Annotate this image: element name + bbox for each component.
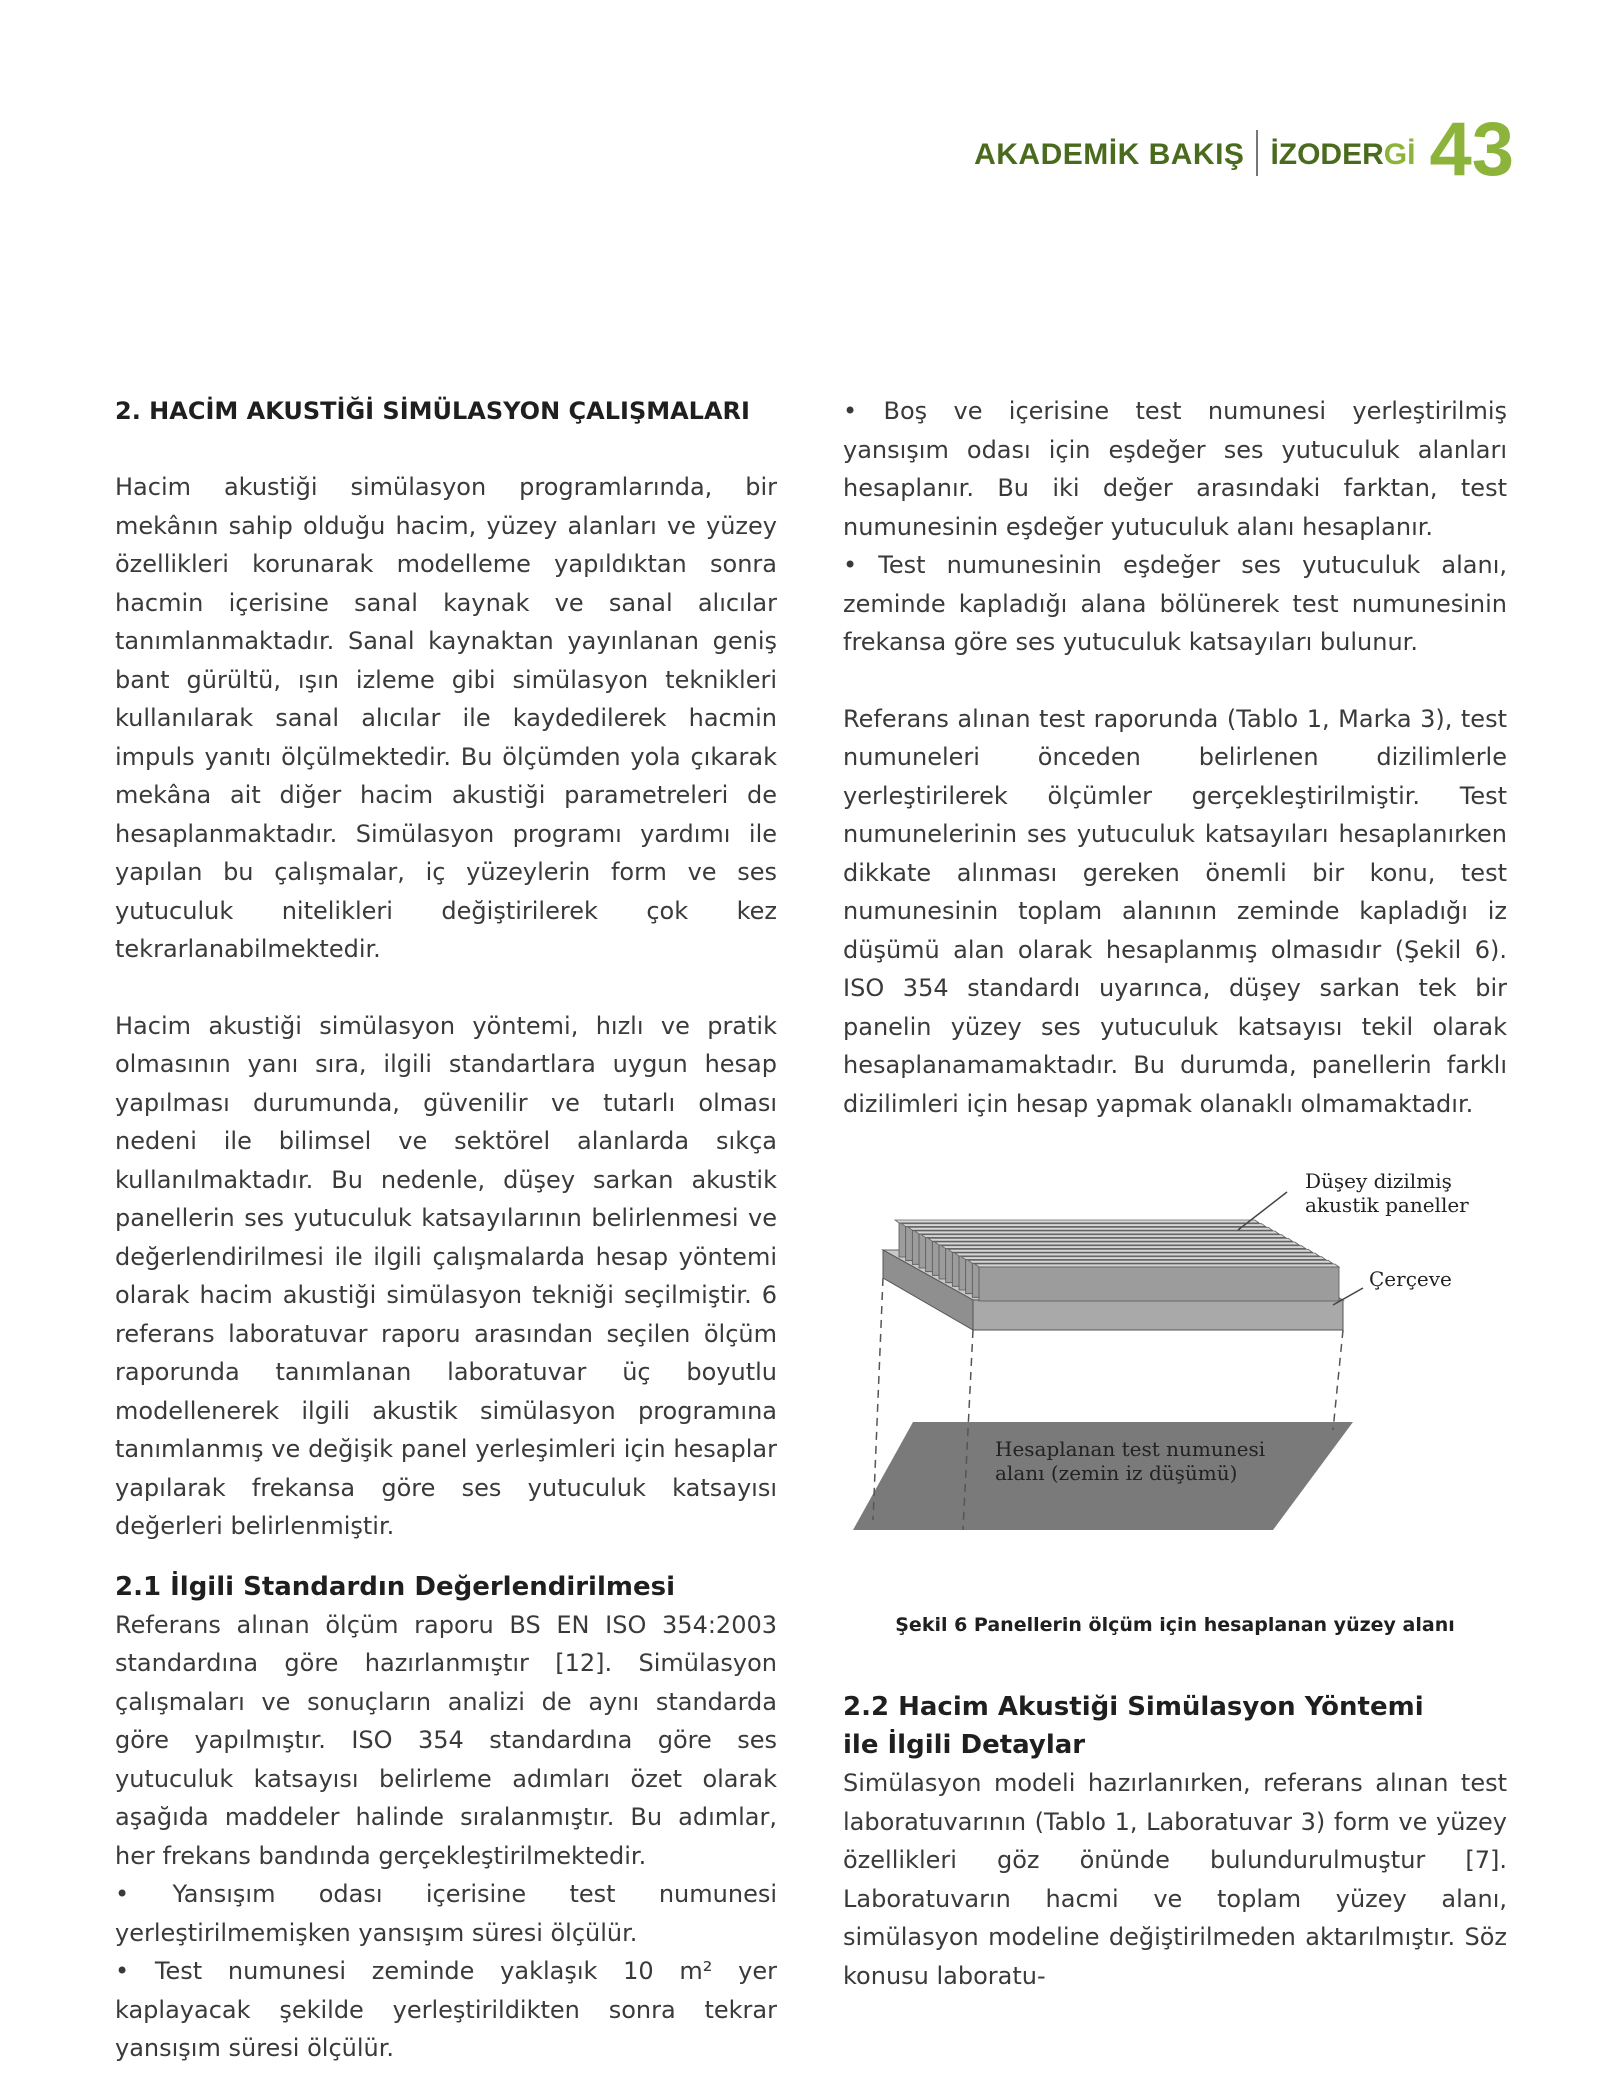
panel-top — [962, 1257, 1326, 1260]
subsection-heading: 2.1 İlgili Standardın Değerlendirilmesi — [115, 1571, 675, 1602]
panel-diagram — [843, 1150, 1507, 1550]
label-area-2: alanı (zemin iz düşümü) — [995, 1461, 1238, 1485]
label-panels-2: akustik paneller — [1305, 1193, 1469, 1217]
bullet-item: • Yansışım odası içerisine test numunesi yerleştirilmemişken yansışım süresi ölçülür. — [115, 1880, 777, 1947]
figure-6 — [843, 1150, 1507, 1550]
panel-top — [942, 1246, 1306, 1249]
label-frame: Çerçeve — [1369, 1267, 1452, 1291]
right-column-lower — [843, 1688, 1507, 1995]
panel-top — [902, 1224, 1266, 1227]
panel-top — [948, 1249, 1312, 1252]
section-heading: 2. HACİM AKUSTİĞİ SİMÜLASYON ÇALIŞMALARI — [115, 397, 750, 425]
magazine-name-accent: Gİ — [1383, 138, 1416, 171]
paragraph: Referans alınan ölçüm raporu BS EN ISO 354:2003 standardına göre hazırlanmıştır [12]. Simülasyon çalışmaları ve sonuçların analizi de aynı standarda göre yapılmıştır. ISO 354 standardına göre ses yutuculuk katsayısı belirleme adımları özet olarak aşağıda maddeler halinde sıralanmıştır. Bu adımlar, her frekans bandında gerçekleştirilmektedir. — [115, 1610, 777, 1870]
label-panels-1: Düşey dizilmiş — [1305, 1169, 1452, 1193]
panel-top — [968, 1260, 1332, 1263]
figure-caption: Şekil 6 Panellerin ölçüm için hesaplanan yüzey alanı — [895, 1614, 1455, 1636]
label-area-1: Hesaplanan test numunesi — [995, 1437, 1266, 1461]
panel-top — [928, 1238, 1292, 1241]
page-number: 43 — [1429, 107, 1514, 192]
paragraph: Simülasyon modeli hazırlanırken, referans alınan test laboratuvarının (Tablo 1, Laboratuvar 3) form ve yüzey özellikleri göz önünde bulundurulmuştur [7]. Laboratuvarın hacmi ve toplam yüzey alanı, simülasyon modeline değiştirilmeden aktarılmıştır. Söz konusu laboratu- — [843, 1769, 1507, 1990]
panel-top — [955, 1253, 1319, 1256]
paragraph: Referans alınan test raporunda (Tablo 1, Marka 3), test numuneleri önceden belirlenen dizilimlerle yerleştirilerek ölçümler gerçekleştirilmiştir. Test numunelerinin ses yutuculuk katsayıları hesaplanırken dikkate alınması gereken önemli bir konu, test numunesinin toplam alanının zeminde kapladığı iz düşümü alan olarak hesaplanmış olmasıdır (Şekil 6). ISO 354 standardı uyarınca, düşey sarkan tek bir panelin yüzey ses yutuculuk katsayısı tekil olarak hesaplanamamaktadır. Bu durumda, panellerin farklı dizilimleri için hesap yapmak olanaklı olmamaktadır. — [843, 704, 1507, 1118]
panel-top — [915, 1231, 1279, 1234]
bullet-item: • Boş ve içerisine test numunesi yerleştirilmiş yansışım odası için eşdeğer ses yutuculuk alanları hesaplanır. Bu iki değer arasındaki farktan, test numunesinin eşdeğer yutuculuk alanı hesaplanır. — [843, 397, 1507, 541]
subsection-heading-line-2: ile İlgili Detaylar — [843, 1730, 1086, 1760]
right-column — [843, 392, 1507, 1123]
panel-top — [922, 1235, 1286, 1238]
paragraph: Hacim akustiği simülasyon yöntemi, hızlı ve pratik olmasının yanı sıra, ilgili standartlara uygun hesap yapılması durumunda, güvenilir ve tutarlı olması nedeni ile bilimsel ve sektörel alanlarda sıkça kullanılmaktadır. Bu nedenle, düşey sarkan akustik panellerin ses yutuculuk katsayılarının belirlenmesi ve değerlendirilmesi ile ilgili çalışmalarda hesap yöntemi olarak hacim akustiği simülasyon tekniği seçilmiştir. 6 referans laboratuvar raporu arasından seçilen ölçüm raporunda tanımlanan laboratuvar üç boyutlu modellenerek ilgili akustik simülasyon programına tanımlanmış ve değişik panel yerleşimleri için hesaplar yapılarak frekansa göre ses yutuculuk katsayısı değerleri belirlenmiştir. — [115, 1011, 777, 1540]
bullet-item: • Test numunesinin eşdeğer ses yutuculuk alanı, zeminde kapladığı alana bölünerek test numunesinin frekansa göre ses yutuculuk katsayıları bulunur. — [843, 551, 1507, 656]
paragraph: Hacim akustiği simülasyon programlarında, bir mekânın sahip olduğu hacim, yüzey alanları ve yüzey özellikleri korunarak modelleme yapıldıktan sonra hacmin içerisine sanal kaynak ve sanal alıcılar tanımlanmaktadır. Sanal kaynaktan yayınlanan geniş bant gürültü, ışın izleme gibi simülasyon teknikleri kullanılarak sanal alıcılar ile kaydedilerek hacmin impuls yanıtı ölçülmektedir. Bu ölçümden yola çıkarak mekâna ait diğer hacim akustiği parametreleri de hesaplanmaktadır. Simülasyon programı yardımı ile yapılan bu çalışmalar, iç yüzeylerin form ve ses yutuculuk nitelikleri değiştirilerek çok kez tekrarlanabilmektedir. — [115, 473, 777, 963]
panel-top — [908, 1227, 1272, 1230]
frame-front — [973, 1300, 1343, 1330]
panel-face — [979, 1267, 1339, 1301]
magazine-name — [1270, 138, 1415, 172]
bullet-item: • Test numunesi zeminde yaklaşık 10 m² yer kaplayacak şekilde yerleştirildikten sonra tekrar yansışım süresi ölçülür. — [115, 1957, 777, 2062]
header-divider — [1256, 130, 1258, 176]
section-title: AKADEMİK BAKIŞ — [974, 138, 1245, 171]
subsection-heading: 2.2 Hacim Akustiği Simülasyon Yöntemi — [843, 1692, 1424, 1722]
panel-top — [935, 1242, 1299, 1245]
magazine-name-main: İZODER — [1270, 138, 1384, 171]
left-column — [115, 392, 777, 2068]
page-header — [974, 107, 1514, 192]
acoustic-panels — [895, 1220, 1339, 1301]
panel-top — [895, 1220, 1259, 1223]
panel-top — [975, 1264, 1339, 1267]
